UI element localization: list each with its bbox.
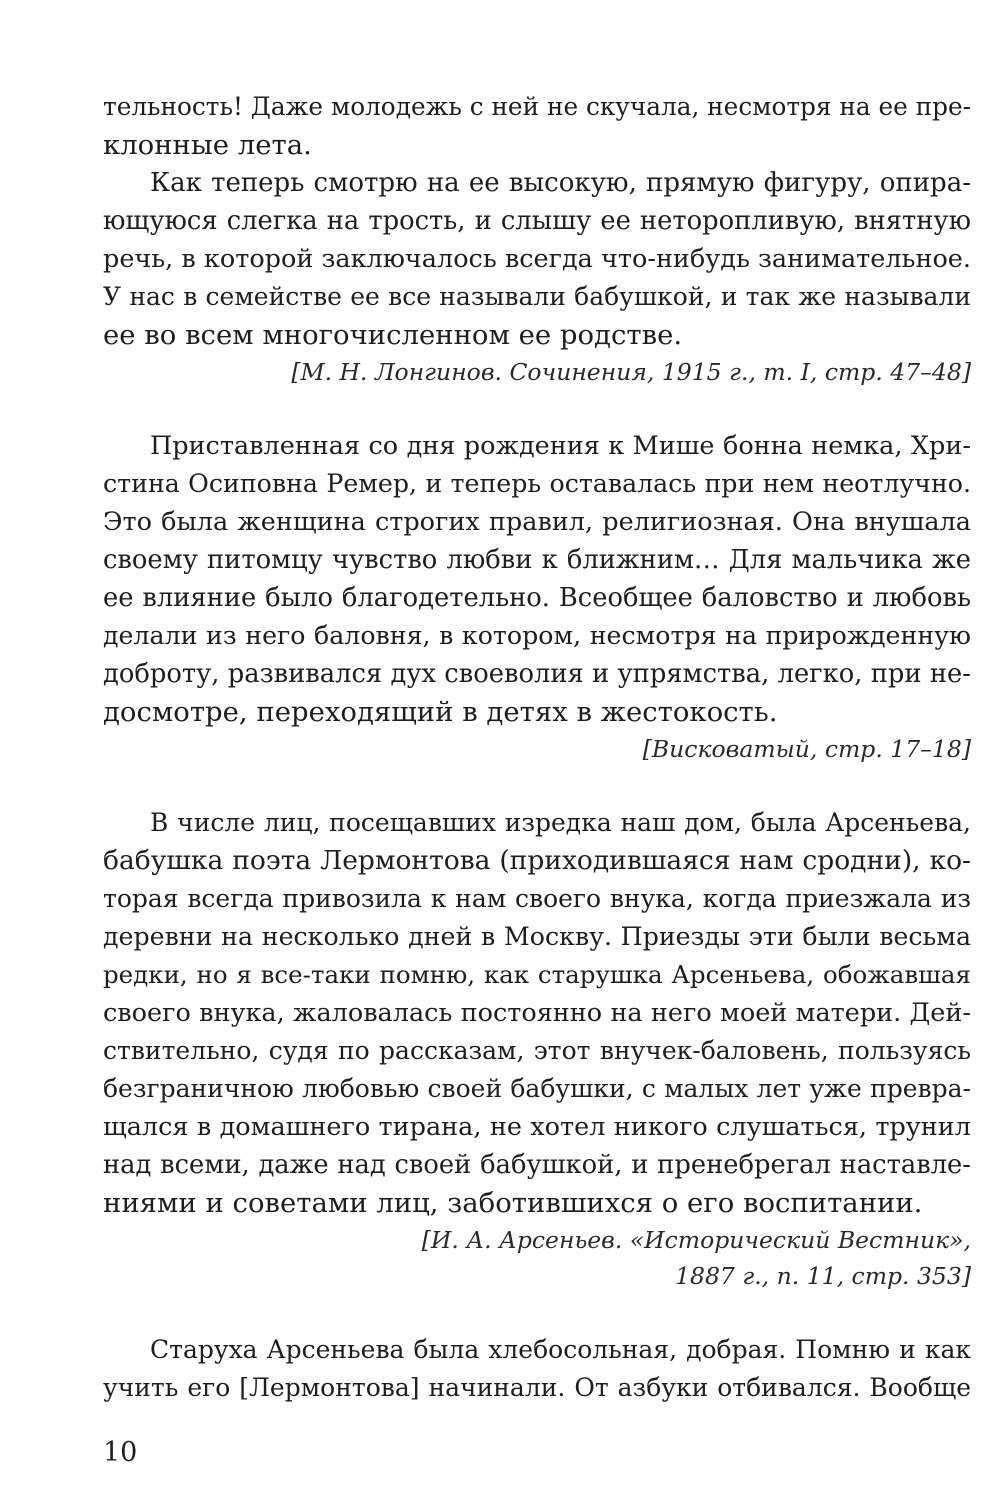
text-line: речь, в которой заключалось всегда что-нибудь занимательное. <box>103 244 971 274</box>
text-line: В числе лиц, посещавших изредка наш дом, была Арсеньева, <box>150 808 971 837</box>
source-citation: [И. А. Арсеньев. «Исторический Вестник», <box>421 1226 971 1254</box>
text-line: клонные лета. <box>103 129 312 161</box>
text-line: ствительно, судя по рассказам, этот внучек-баловень, пользуясь <box>103 1036 971 1065</box>
section-gap <box>103 390 971 427</box>
text-line: ее влияние было благодетельно. Всеобщее баловство и любовь <box>103 583 971 613</box>
text-line: безграничною любовью своей бабушки, с малых лет уже превра- <box>103 1074 971 1103</box>
text-line: У нас в семействе ее все называли бабушкой, и так же называли <box>103 282 971 311</box>
text-line: ющуюся слегка на трость, и слышу ее неторопливую, внятную <box>103 206 971 236</box>
text-line: стина Осиповна Ремер, и теперь оставалась при нем неотлучно. <box>103 469 971 498</box>
text-line: ниями и советами лиц, заботившихся о его воспитании. <box>103 1187 923 1219</box>
text-line: редки, но я все-таки помню, как старушка Арсеньева, обожавшая <box>103 960 971 989</box>
text-line: Старуха Арсеньева была хлебосольная, добрая. Помню и как <box>150 1335 971 1364</box>
source-citation: [М. Н. Лонгинов. Сочинения, 1915 г., т. I, стр. 47–48] <box>291 358 971 386</box>
text-line: деревни на несколько дней в Москву. Приезды эти были весьма <box>103 922 971 951</box>
book-page <box>103 88 971 1407</box>
text-line: доброту, развивался дух своеволия и упрямства, легко, при не- <box>103 659 971 689</box>
text-line: Это была женщина строгих правил, религиозная. Она внушала <box>103 507 971 537</box>
source-citation: [Висковатый, стр. 17–18] <box>642 735 971 763</box>
text-line: своему питомцу чувство любви к ближним… Для мальчика же <box>103 545 971 575</box>
text-line: торая всегда привозила к нам своего внука, когда приезжала из <box>103 884 971 913</box>
text-line: над всеми, даже над своей бабушкой, и пренебрегал наставле- <box>103 1150 971 1180</box>
text-line: бабушка поэта Лермонтова (приходившаяся нам сродни), ко- <box>103 845 971 876</box>
text-line: тельность! Даже молодежь с ней не скучала, несмотря на ее пре- <box>103 92 971 121</box>
text-line: щался в домашнего тирана, не хотел никого слушаться, трунил <box>103 1112 971 1142</box>
page-number: 10 <box>103 1437 138 1468</box>
text-line: учить его [Лермонтова] начинали. От азбуки отбивался. Вообще <box>103 1373 971 1402</box>
text-line: досмотре, переходящий в детях в жестокость. <box>103 696 778 728</box>
text-line: Как теперь смотрю на ее высокую, прямую фигуру, опира- <box>150 168 971 198</box>
text-line: Приставленная со дня рождения к Мише бонна немка, Хри- <box>150 431 971 461</box>
source-citation: 1887 г., п. 11, стр. 353] <box>675 1262 971 1290</box>
section-gap <box>103 1294 971 1331</box>
text-line: ее во всем многочисленном ее родстве. <box>103 319 683 351</box>
text-line: своего внука, жаловалась постоянно на него моей матери. Дей- <box>103 998 971 1028</box>
text-line: делали из него баловня, в котором, несмотря на прирожденную <box>103 621 971 650</box>
section-gap <box>103 767 971 804</box>
